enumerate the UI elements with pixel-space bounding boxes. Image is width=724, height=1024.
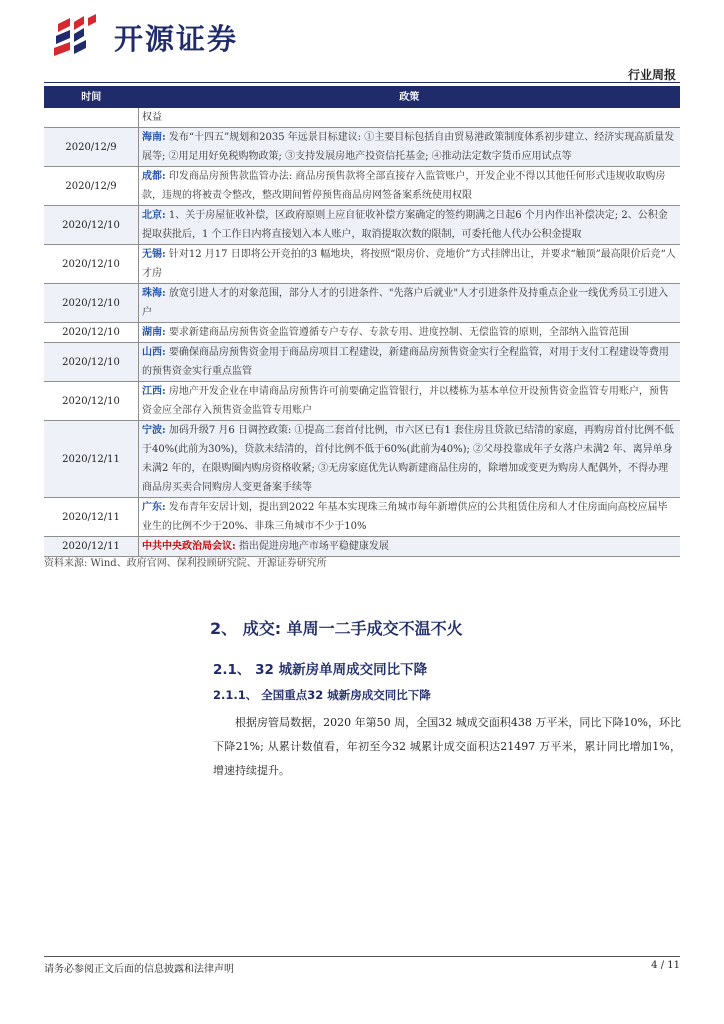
table-row bbox=[44, 323, 680, 343]
table-row bbox=[44, 382, 680, 421]
row-region: 珠海: bbox=[142, 288, 166, 299]
page-number: 4 / 11 bbox=[651, 960, 680, 971]
row-policy bbox=[139, 343, 681, 382]
row-policy bbox=[139, 108, 681, 128]
row-region: 中共中央政治局会议: bbox=[142, 541, 236, 552]
row-policy bbox=[139, 498, 681, 537]
row-region: 湖南: bbox=[142, 327, 166, 338]
row-policy bbox=[139, 206, 681, 245]
row-date: 2020/12/10 bbox=[44, 382, 139, 421]
row-policy bbox=[139, 382, 681, 421]
row-date bbox=[44, 108, 139, 128]
row-policy-text: 指出促进房地产市场平稳健康发展 bbox=[235, 541, 389, 552]
row-policy-text: 加码升级7 月6 日调控政策: ①提高二套首付比例，市六区已有1 套住房且贷款已结清的家庭，再购房首付比例不低于40%(此前为30%)，贷款未结清的，首付比例不低于60%(此前为40%); ②父母投靠成年子女落户未满2 年、离异单身未满2 年的，在限购圈内购房资格收紧; ③无房家庭优先认购新建商品住房的，除增加或变更为购房人配偶外，不得办理商品房买卖合同购房人变更备案手续等 bbox=[142, 425, 675, 493]
row-date: 2020/12/11 bbox=[44, 537, 139, 557]
logo-mark-icon bbox=[50, 14, 108, 60]
row-region: 广东: bbox=[142, 502, 166, 513]
row-date: 2020/12/11 bbox=[44, 421, 139, 498]
row-date: 2020/12/11 bbox=[44, 498, 139, 537]
row-date: 2020/12/10 bbox=[44, 284, 139, 323]
row-policy-text: 1、关于房屋征收补偿，区政府原则上应自征收补偿方案确定的签约期满之日起6 个月内作出补偿决定; 2、公积金提取获批后，1 个工作日内将直接划入本人账户，取消提取次数的限制，可委托他人代办公积金提取 bbox=[142, 210, 668, 240]
row-region: 宁波: bbox=[142, 425, 166, 436]
row-policy bbox=[139, 421, 681, 498]
footer-disclaimer: 请务必参阅正文后面的信息披露和法律声明 bbox=[44, 964, 234, 975]
row-policy-text: 针对12 月17 日即将公开竞拍的3 幅地块，将按照“限房价、竞地价”方式挂牌出让，并要求“触顶”最高限价后竞“人才房 bbox=[142, 249, 676, 279]
row-policy-text: 印发商品房预售款监管办法: 商品房预售款将全部直接存入监管账户，开发企业不得以其他任何形式违规收取购房款，违规的将被责令整改，整改期间暂停预售商品房网签备案系统使用权限 bbox=[142, 171, 666, 201]
row-date: 2020/12/9 bbox=[44, 167, 139, 206]
body-paragraph: 根据房管局数据，2020 年第50 周，全国32 城成交面积438 万平米，同比下降10%，环比下降21%; 从累计数值看，年初至今32 城累计成交面积达21497 万平米，累计同比增加1%，增速持续提升。 bbox=[213, 716, 681, 777]
row-region: 山西: bbox=[142, 347, 166, 358]
policy-table bbox=[44, 86, 680, 557]
footer-divider bbox=[44, 956, 680, 957]
row-policy-text: 要求新建商品房预售资金监管遵循专户专存、专款专用、进度控制、无偿监管的原则，全部纳入监管范围 bbox=[165, 327, 629, 338]
row-region: 江西: bbox=[142, 386, 166, 397]
row-policy-text: 发布青年安居计划，提出到2022 年基本实现珠三角城市每年新增供应的公共租赁住房和人才住房面向高校应届毕业生的比例不少于20%、非珠三角城市不少于10% bbox=[142, 502, 668, 532]
section-heading: 2、 成交: 单周一二手成交不温不火 bbox=[210, 619, 463, 638]
row-policy-text: 房地产开发企业在申请商品房预售许可前要确定监管银行，并以楼栋为基本单位开设预售资金监管专用账户，预售资金应全部存入预售资金监管专用账户 bbox=[142, 386, 669, 416]
table-row bbox=[44, 284, 680, 323]
subsection-heading: 2.1、 32 城新房单周成交同比下降 bbox=[213, 662, 428, 678]
row-region: 成都: bbox=[142, 171, 166, 182]
table-row bbox=[44, 245, 680, 284]
column-header-date: 时间 bbox=[44, 86, 139, 108]
table-row bbox=[44, 421, 680, 498]
row-date: 2020/12/9 bbox=[44, 128, 139, 167]
table-row bbox=[44, 343, 680, 382]
row-region: 北京: bbox=[142, 210, 166, 221]
row-date: 2020/12/10 bbox=[44, 343, 139, 382]
row-date: 2020/12/10 bbox=[44, 323, 139, 343]
table-row bbox=[44, 128, 680, 167]
row-region: 海南: bbox=[142, 132, 166, 143]
row-region: 无锡: bbox=[142, 249, 166, 260]
row-policy-text: 发布“十四五”规划和2035 年远景目标建议: ①主要目标包括自由贸易港政策制度体系初步建立、经济实现高质量发展等; ②用足用好免税购物政策; ③支持发展房地产投资信托基金; ④推动法定数字货币应用试点等 bbox=[142, 132, 675, 162]
header-divider bbox=[44, 82, 680, 83]
table-row bbox=[44, 108, 680, 128]
row-policy bbox=[139, 284, 681, 323]
sub-subsection-heading: 2.1.1、 全国重点32 城新房成交同比下降 bbox=[213, 688, 431, 702]
report-type-label: 行业周报 bbox=[627, 68, 676, 82]
row-date: 2020/12/10 bbox=[44, 245, 139, 284]
row-policy-text: 权益 bbox=[142, 112, 162, 123]
row-policy-text: 要确保商品房预售资金用于商品房项目工程建设，新建商品房预售资金实行全程监管，对用于支付工程建设等费用的预售资金实行重点监管 bbox=[142, 347, 669, 377]
column-header-policy: 政策 bbox=[139, 86, 681, 108]
logo-text: 开源证券 bbox=[114, 21, 239, 56]
row-policy bbox=[139, 323, 681, 343]
company-logo bbox=[50, 14, 238, 60]
row-policy bbox=[139, 167, 681, 206]
policy-table-body bbox=[44, 108, 680, 557]
row-policy bbox=[139, 245, 681, 284]
table-row bbox=[44, 498, 680, 537]
row-date: 2020/12/10 bbox=[44, 206, 139, 245]
row-policy bbox=[139, 128, 681, 167]
table-row bbox=[44, 206, 680, 245]
table-row bbox=[44, 167, 680, 206]
table-source-note: 资料来源: Wind、政府官网、保利投顾研究院、开源证券研究所 bbox=[44, 558, 327, 569]
row-policy-text: 放宽引进人才的对象范围，部分人才的引进条件、"先落户后就业"人才引进条件及持重点企业一线优秀员工引进入户 bbox=[142, 288, 669, 318]
table-header-row bbox=[44, 86, 680, 108]
